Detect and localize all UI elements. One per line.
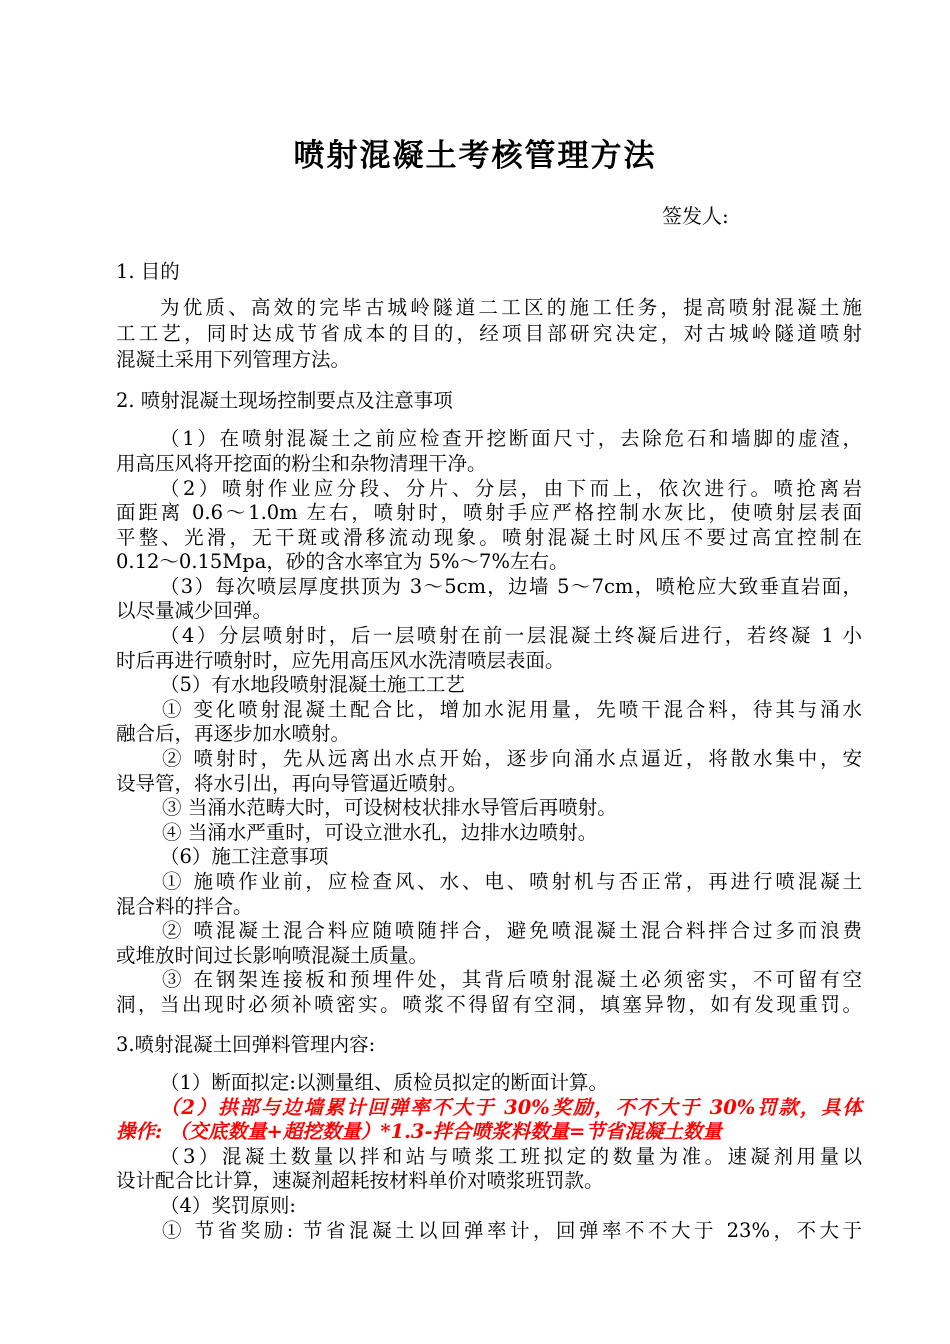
section-heading: 2. 喷射混凝土现场控制要点及注意事项 bbox=[116, 389, 453, 412]
paragraph-line: ④ 当涌水严重时，可设立泄水孔，边排水边喷射。 bbox=[162, 821, 598, 844]
paragraph-line: 为优质、高效的完毕古城岭隧道二工区的施工任务，提高喷射混凝土施 bbox=[160, 296, 862, 319]
paragraph-line: ③ 当涌水范畴大时，可设树枝状排水导管后再喷射。 bbox=[162, 796, 617, 819]
paragraph-line: 或堆放时间过长影响喷混凝土质量。 bbox=[116, 944, 429, 967]
paragraph-line: 以尽量减少回弹。 bbox=[116, 599, 273, 622]
paragraph-line: 工工艺，同时达成节省成本的目的，经项目部研究决定，对古城岭隧道喷射 bbox=[116, 322, 862, 345]
paragraph-line: （3）每次喷层厚度拱顶为 3～5cm，边墙 5～7cm，喷枪应大致垂直岩面， bbox=[160, 575, 862, 598]
signer-label: 签发人: bbox=[662, 204, 729, 228]
paragraph-line: （1）在喷射混凝土之前应检查开挖断面尺寸，去除危石和墙脚的虚渣， bbox=[160, 427, 862, 450]
paragraph-line: ① 节省奖励: 节省混凝土以回弹率计，回弹率不不大于 23%，不大于 bbox=[162, 1219, 862, 1242]
paragraph-line: 时后再进行喷射时，应先用高压风水洗清喷层表面。 bbox=[116, 649, 565, 672]
paragraph-line: ② 喷混凝土混合料应随喷随拌合，避免喷混凝土混合料拌合过多而浪费 bbox=[162, 919, 862, 942]
highlighted-line: 操作: （交底数量+超挖数量）*1.3-拌合喷浆料数量=节省混凝土数量 bbox=[116, 1120, 722, 1143]
paragraph-line: 洞，当出现时必须补喷密实。喷浆不得留有空洞，填塞异物，如有发现重罚。 bbox=[116, 993, 862, 1016]
paragraph-line: 融合后，再逐步加水喷射。 bbox=[116, 722, 351, 745]
section-heading: 3.喷射混凝土回弹料管理内容: bbox=[116, 1033, 376, 1056]
document-title: 喷射混凝土考核管理方法 bbox=[293, 138, 657, 174]
paragraph-line: 0.12～0.15Mpa，砂的含水率宜为 5%～7%左右。 bbox=[116, 550, 569, 573]
paragraph-line: ② 喷射时，先从远离出水点开始，逐步向涌水点逼近，将散水集中，安 bbox=[162, 747, 862, 770]
paragraph-line: 混凝土采用下列管理方法。 bbox=[116, 348, 351, 371]
paragraph-line: 设计配合比计算，速凝剂超耗按材料单价对喷浆班罚款。 bbox=[116, 1169, 604, 1192]
paragraph-line: ③ 在钢架连接板和预埋件处，其背后喷射混凝土必须密实，不可留有空 bbox=[162, 968, 862, 991]
paragraph-line: （1）断面拟定:以测量组、质检员拟定的断面计算。 bbox=[160, 1071, 608, 1094]
paragraph-line: （3）混凝土数量以拌和站与喷浆工班拟定的数量为准。速凝剂用量以 bbox=[160, 1145, 862, 1168]
paragraph-line: （2）喷射作业应分段、分片、分层，由下而上，依次进行。喷抢离岩 bbox=[160, 477, 862, 500]
paragraph-line: 面距离 0.6～1.0m 左右，喷射时，喷射手应严格控制水灰比，使喷射层表面 bbox=[116, 501, 862, 524]
paragraph-line: 平整、光滑，无干斑或滑移流动现象。喷射混凝土时风压不要过高宜控制在 bbox=[116, 526, 862, 549]
paragraph-line: 用高压风将开挖面的粉尘和杂物清理干净。 bbox=[116, 452, 487, 475]
paragraph-line: 设导管，将水引出，再向导管逼近喷射。 bbox=[116, 772, 468, 795]
section-heading: 1. 目的 bbox=[116, 260, 180, 283]
paragraph-line: （6）施工注意事项 bbox=[160, 845, 329, 868]
paragraph-line: （4）奖罚原则: bbox=[160, 1194, 296, 1217]
paragraph-line: （5）有水地段喷射混凝土施工工艺 bbox=[160, 673, 465, 696]
paragraph-line: （4）分层喷射时，后一层喷射在前一层混凝土终凝后进行，若终凝 1 小 bbox=[160, 624, 862, 647]
paragraph-line: ① 变化喷射混凝土配合比，增加水泥用量，先喷干混合料，待其与涌水 bbox=[162, 698, 862, 721]
paragraph-line: 混合料的拌合。 bbox=[116, 895, 253, 918]
paragraph-line: ① 施喷作业前，应检查风、水、电、喷射机与否正常，再进行喷混凝土 bbox=[162, 870, 862, 893]
highlighted-line: （2）拱部与边墙累计回弹率不大于 30%奖励，不不大于 30%罚款，具体 bbox=[160, 1096, 862, 1119]
